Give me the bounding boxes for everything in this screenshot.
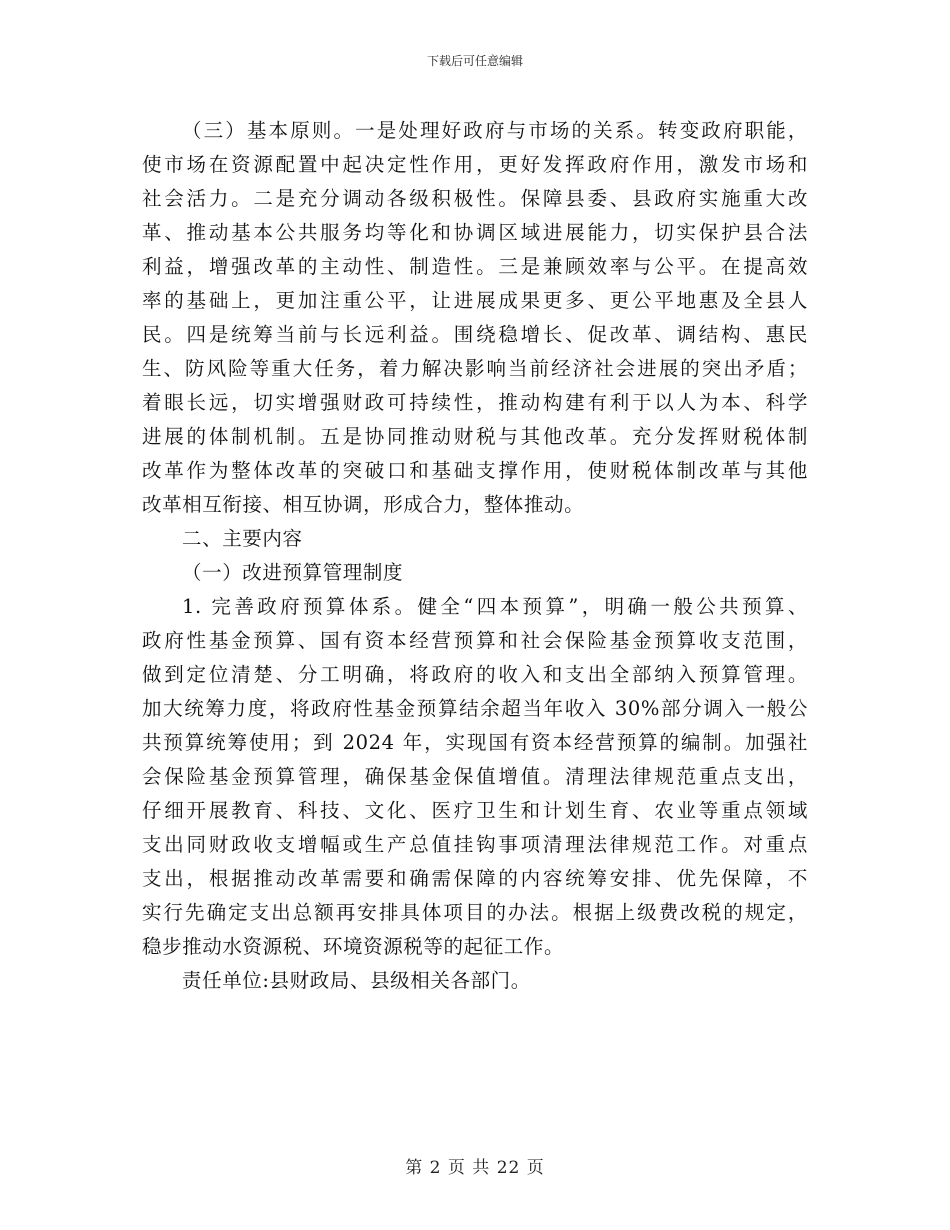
subsection-heading: （一）改进预算管理制度 (182, 561, 404, 584)
paragraph-line: 进展的体制机制。五是协同推动财税与其他改革。充分发挥财税体制 (142, 425, 808, 448)
paragraph-line: 利益，增强改革的主动性、制造性。三是兼顾效率与公平。在提高效 (142, 255, 808, 278)
document-body (142, 114, 808, 998)
paragraph-line: 共预算统筹使用；到 2024 年，实现国有资本经营预算的编制。加强社 (142, 731, 808, 754)
paragraph-line: 加大统筹力度，将政府性基金预算结余超当年收入 30%部分调入一般公 (142, 697, 808, 720)
paragraph-line: 改革相互衔接、相互协调，形成合力，整体推动。 (142, 493, 585, 516)
paragraph-line: 民。四是统筹当前与长远利益。围绕稳增长、促改革、调结构、惠民 (142, 323, 808, 346)
paragraph-line: 1. 完善政府预算体系。健全“四本预算”，明确一般公共预算、 (182, 595, 808, 618)
paragraph-line: 稳步推动水资源税、环境资源税等的起征工作。 (142, 935, 565, 958)
paragraph-line: 社会活力。二是充分调动各级积极性。保障县委、县政府实施重大改 (142, 187, 808, 210)
page-number: 第 2 页 共 22 页 (405, 1158, 545, 1178)
paragraph-line: 支出，根据推动改革需要和确需保障的内容统筹安排、优先保障，不 (142, 867, 808, 890)
responsible-unit-line: 责任单位:县财政局、县级相关各部门。 (182, 969, 531, 992)
paragraph-line: 着眼长远，切实增强财政可持续性，推动构建有利于以人为本、科学 (142, 391, 808, 414)
page-header: 下载后可任意编辑 (426, 54, 523, 68)
paragraph-line: 仔细开展教育、科技、文化、医疗卫生和计划生育、农业等重点领域 (142, 799, 808, 822)
paragraph-line: 革、推动基本公共服务均等化和协调区域进展能力，切实保护县合法 (142, 221, 808, 244)
section-heading: 二、主要内容 (182, 527, 303, 550)
paragraph-line: 支出同财政收支增幅或生产总值挂钩事项清理法律规范工作。对重点 (142, 833, 808, 856)
paragraph-line: 改革作为整体改革的突破口和基础支撑作用，使财税体制改革与其他 (142, 459, 808, 482)
paragraph-line: 实行先确定支出总额再安排具体项目的办法。根据上级费改税的规定， (142, 901, 808, 924)
paragraph-line: 率的基础上，更加注重公平，让进展成果更多、更公平地惠及全县人 (142, 289, 808, 312)
paragraph-line: 会保险基金预算管理，确保基金保值增值。清理法律规范重点支出， (142, 765, 808, 788)
paragraph-line: 生、防风险等重大任务，着力解决影响当前经济社会进展的突出矛盾； (142, 357, 808, 380)
paragraph-line: （三）基本原则。一是处理好政府与市场的关系。转变政府职能， (182, 119, 808, 142)
paragraph-line: 做到定位清楚、分工明确，将政府的收入和支出全部纳入预算管理。 (142, 663, 808, 686)
paragraph-line: 使市场在资源配置中起决定性作用，更好发挥政府作用，激发市场和 (142, 153, 808, 176)
paragraph-line: 政府性基金预算、国有资本经营预算和社会保险基金预算收支范围， (142, 629, 808, 652)
